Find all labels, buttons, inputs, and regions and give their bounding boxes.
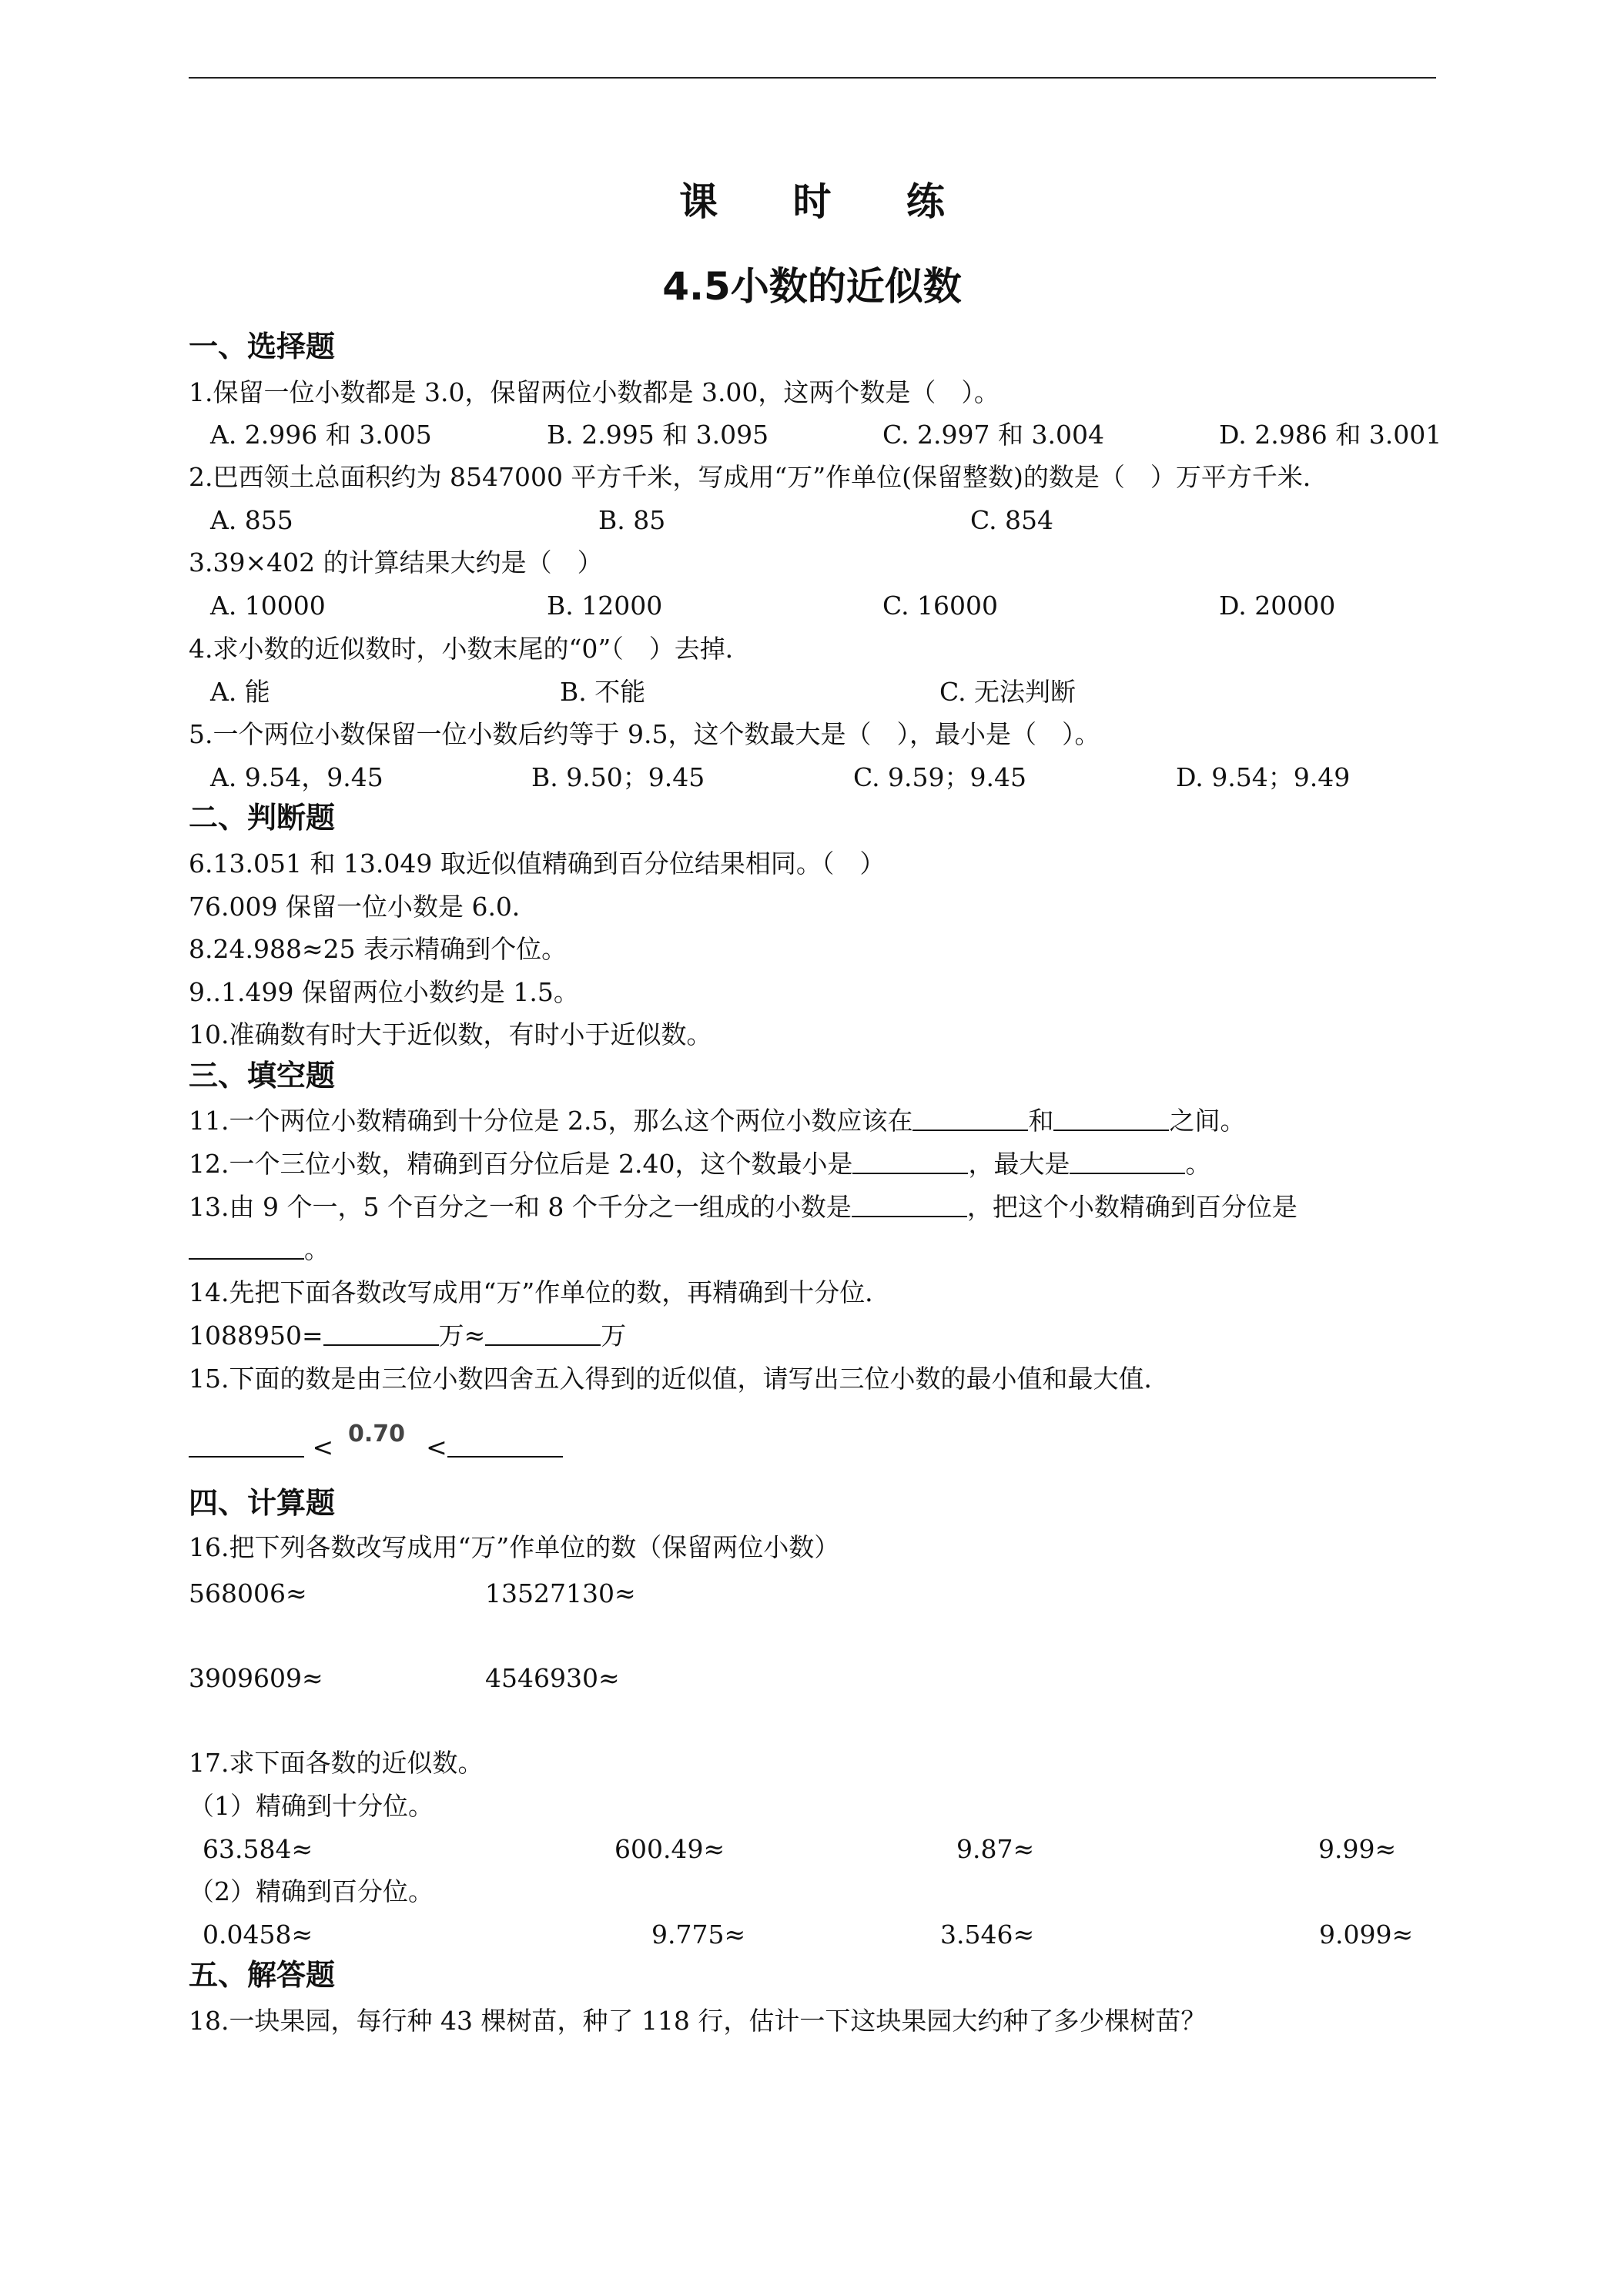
section-heading-judge: 二、判断题 [189,801,336,835]
answer-blank[interactable] [912,1106,1028,1131]
question-6: 6.13.051 和 13.049 取近似值精确到百分位结果相同。（ ） [189,848,886,879]
question-14-line [189,1320,626,1351]
question-13-text-1: 13.由 9 个一，5 个百分之一和 8 个千分之一组成的小数是 [189,1192,852,1222]
question-3-stem: 3.39×402 的计算结果大约是（ ） [189,547,603,577]
question-1-option-b: B. 2.995 和 3.095 [547,420,769,450]
answer-blank[interactable] [1070,1150,1185,1174]
question-10: 10.准确数有时大于近似数，有时小于近似数。 [189,1019,712,1049]
question-3-option-a: A. 10000 [210,591,326,621]
question-1-stem: 1.保留一位小数都是 3.0，保留两位小数都是 3.00，这两个数是（ ）。 [189,377,1000,407]
answer-blank[interactable] [852,1150,968,1174]
question-2-stem: 2.巴西领土总面积约为 8547000 平方千米，写成用“万”作单位(保留整数)的数是（ ）万平方千米． [189,462,1328,492]
question-8: 8.24.988≈25 表示精确到个位。 [189,934,568,964]
header-rule [189,77,1436,79]
question-11-text-3: 之间。 [1169,1106,1246,1136]
question-3-option-c: C. 16000 [882,591,999,621]
question-17-sub-1: （1）精确到十分位。 [189,1791,434,1821]
question-18: 18.一块果园，每行种 43 棵树苗，种了 118 行，估计一下这块果园大约种了多少棵树苗？ [189,2006,1207,2036]
page-subtitle: 4.5小数的近似数 [662,264,962,309]
less-than-sign-1: < [312,1432,334,1462]
question-4-option-b: B. 不能 [560,677,646,707]
question-14-text-3: 万 [601,1320,627,1350]
question-16-item-4: 4546930≈ [485,1663,620,1693]
question-13-text-3: 。 [304,1234,330,1264]
question-15-stem: 15.下面的数是由三位小数四舍五入得到的近似值，请写出三位小数的最小值和最大值． [189,1364,1170,1394]
question-12-text-3: 。 [1185,1149,1211,1179]
question-13-cont [189,1234,330,1265]
answer-blank[interactable] [1053,1106,1169,1131]
question-5-option-a: A. 9.54，9.45 [210,762,383,792]
question-5-option-b: B. 9.50；9.45 [531,762,705,792]
question-17-r2-item-4: 9.099≈ [1319,1919,1414,1950]
question-9: 9..1.499 保留两位小数约是 1.5。 [189,977,579,1007]
answer-blank[interactable] [189,1235,304,1260]
answer-blank[interactable] [852,1193,967,1217]
question-11 [189,1106,1245,1136]
question-17-r1-item-3: 9.87≈ [956,1834,1035,1864]
answer-blank[interactable] [189,1433,304,1458]
question-5-option-c: C. 9.59；9.45 [853,762,1027,792]
section-heading-calc: 四、计算题 [189,1486,336,1520]
question-11-text-2: 和 [1028,1106,1054,1136]
question-4-option-c: C. 无法判断 [939,677,1077,707]
question-14-stem: 14.先把下面各数改写成用“万”作单位的数，再精确到十分位． [189,1277,891,1307]
section-heading-choice: 一、选择题 [189,330,336,363]
question-5-stem: 5.一个两位小数保留一位小数后约等于 9.5，这个数最大是（ ），最小是（ ）。 [189,719,1100,749]
question-12 [189,1149,1210,1180]
section-heading-answer: 五、解答题 [189,1958,336,1992]
question-12-text-2: ，最大是 [968,1149,1070,1179]
answer-blank[interactable] [485,1321,601,1346]
page-title: 课 时 练 [679,179,976,224]
question-1-option-c: C. 2.997 和 3.004 [882,420,1104,450]
question-12-text-1: 12.一个三位小数，精确到百分位后是 2.40，这个数最小是 [189,1149,853,1179]
section-heading-fill: 三、填空题 [189,1059,336,1093]
question-17-r1-item-1: 63.584≈ [203,1834,313,1864]
question-14-text-2: 万≈ [438,1320,486,1350]
less-than-sign-2: < [426,1432,447,1462]
question-2-option-c: C. 854 [970,505,1054,535]
question-1-option-a: A. 2.996 和 3.005 [210,420,432,450]
question-2-option-a: A. 855 [210,505,293,535]
question-1-option-d: D. 2.986 和 3.001 [1219,420,1442,450]
question-17-stem: 17.求下面各数的近似数。 [189,1748,484,1778]
question-7: 76.009 保留一位小数是 6.0． [189,892,537,922]
question-14-text-1: 1088950= [189,1320,323,1350]
question-11-text-1: 11.一个两位小数精确到十分位是 2.5，那么这个两位小数应该在 [189,1106,913,1136]
question-4-stem: 4.求小数的近似数时，小数末尾的“0”（ ）去掉． [189,634,751,664]
question-17-r2-item-1: 0.0458≈ [203,1919,313,1950]
question-17-r1-item-2: 600.49≈ [614,1834,725,1864]
question-13 [189,1192,1298,1223]
question-3-option-b: B. 12000 [547,591,663,621]
question-16-item-3: 3909609≈ [189,1663,323,1693]
question-17-r2-item-2: 9.775≈ [651,1919,746,1950]
question-5-option-d: D. 9.54；9.49 [1176,762,1351,792]
approx-value-image: 0.70 [348,1421,406,1448]
answer-blank[interactable] [323,1321,439,1346]
question-17-sub-2: （2）精确到百分位。 [189,1876,434,1906]
question-3-option-d: D. 20000 [1219,591,1336,621]
question-16-stem: 16.把下列各数改写成用“万”作单位的数（保留两位小数） [189,1532,840,1562]
question-17-r1-item-4: 9.99≈ [1318,1834,1397,1864]
question-2-option-b: B. 85 [598,505,666,535]
answer-blank[interactable] [447,1433,563,1458]
question-13-text-2: ，把这个小数精确到百分位是 [966,1192,1298,1222]
question-16-item-2: 13527130≈ [485,1578,636,1608]
question-17-r2-item-3: 3.546≈ [940,1919,1035,1950]
question-4-option-a: A. 能 [210,677,270,707]
question-16-item-1: 568006≈ [189,1578,307,1608]
